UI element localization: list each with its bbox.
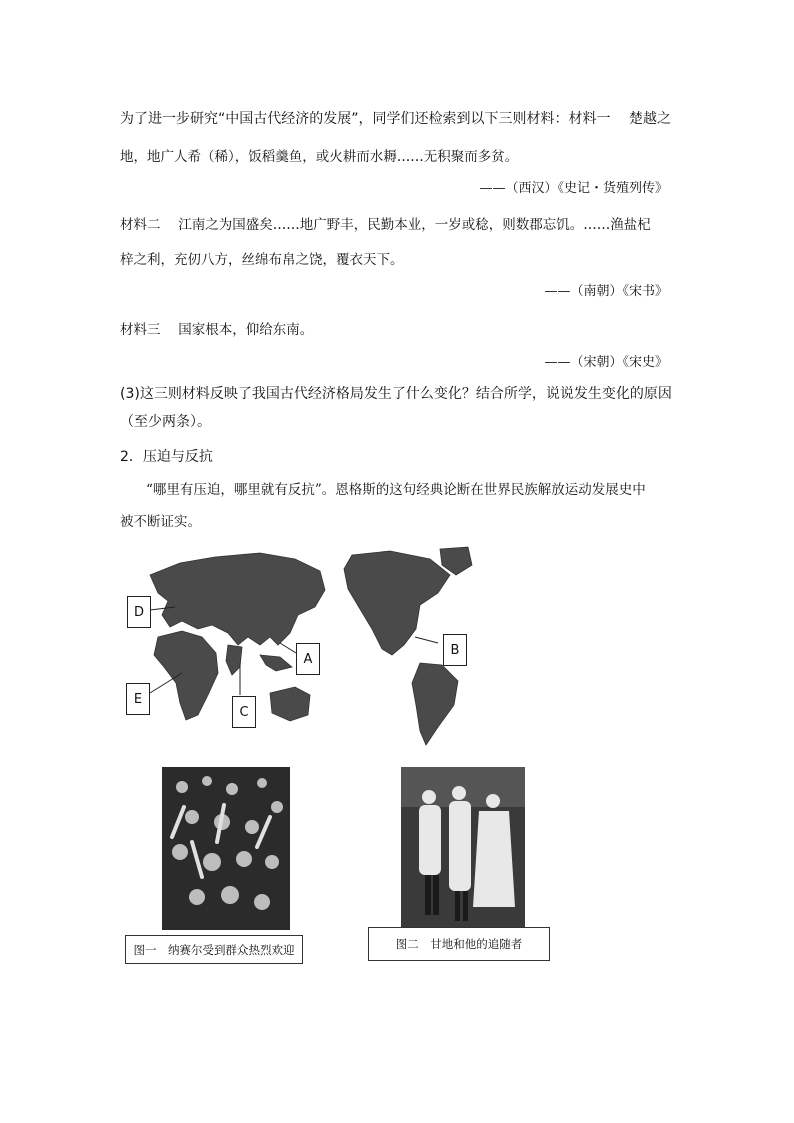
photo-nasser-crowd — [162, 767, 290, 930]
section2-quote-line-1: “哪里有压迫，哪里就有反抗”。恩格斯的这句经典论断在世界民族解放运动发展史中 — [146, 482, 646, 498]
map-label-a: A — [296, 643, 320, 675]
material2-line-2: 梓之利，充仞八方，丝绵布帛之饶，覆衣天下。 — [120, 252, 404, 268]
australia-landmass — [270, 687, 310, 721]
figure1-caption: 图一 纳赛尔受到群众热烈欢迎 — [125, 935, 303, 964]
map-label-c: C — [232, 696, 256, 728]
source-1: ——（西汉）《史记・货殖列传》 — [479, 181, 668, 196]
map-label-d: D — [127, 596, 151, 628]
intro-line-1: 为了进一步研究“中国古代经济的发展”，同学们还检索到以下三则材料：材料一 楚越之 — [120, 111, 671, 127]
map-label-b: B — [443, 634, 467, 666]
southeast-asia-islands — [260, 655, 292, 671]
question3-line-1: (3)这三则材料反映了我国古代经济格局发生了什么变化？结合所学，说说发生变化的原因 — [120, 386, 672, 402]
source-2: ——（南朝）《宋书》 — [544, 284, 668, 299]
section2-quote-line-2: 被不断证实。 — [120, 514, 201, 530]
section2-heading: 2．压迫与反抗 — [120, 449, 213, 465]
figure2-caption: 图二 甘地和他的追随者 — [368, 927, 550, 961]
eurasia-landmass — [150, 553, 325, 645]
map-label-e: E — [126, 683, 150, 715]
material3-line-1: 材料三 国家根本，仰给东南。 — [120, 322, 314, 338]
material2-line-1: 材料二 江南之为国盛矣……地广野丰，民勤本业，一岁或稔，则数郡忘饥。……渔盐杞 — [120, 217, 651, 233]
north-america-landmass — [344, 551, 450, 655]
question3-line-2: （至少两条）。 — [120, 414, 211, 430]
south-america-landmass — [412, 663, 458, 745]
source-3: ——（宋朝）《宋史》 — [544, 355, 668, 370]
intro-line-2: 地，地广人希（稀），饭稻羹鱼，或火耕而水耨……无积聚而多贫。 — [120, 149, 519, 165]
africa-landmass — [154, 631, 218, 720]
photo-gandhi-followers — [401, 767, 525, 927]
